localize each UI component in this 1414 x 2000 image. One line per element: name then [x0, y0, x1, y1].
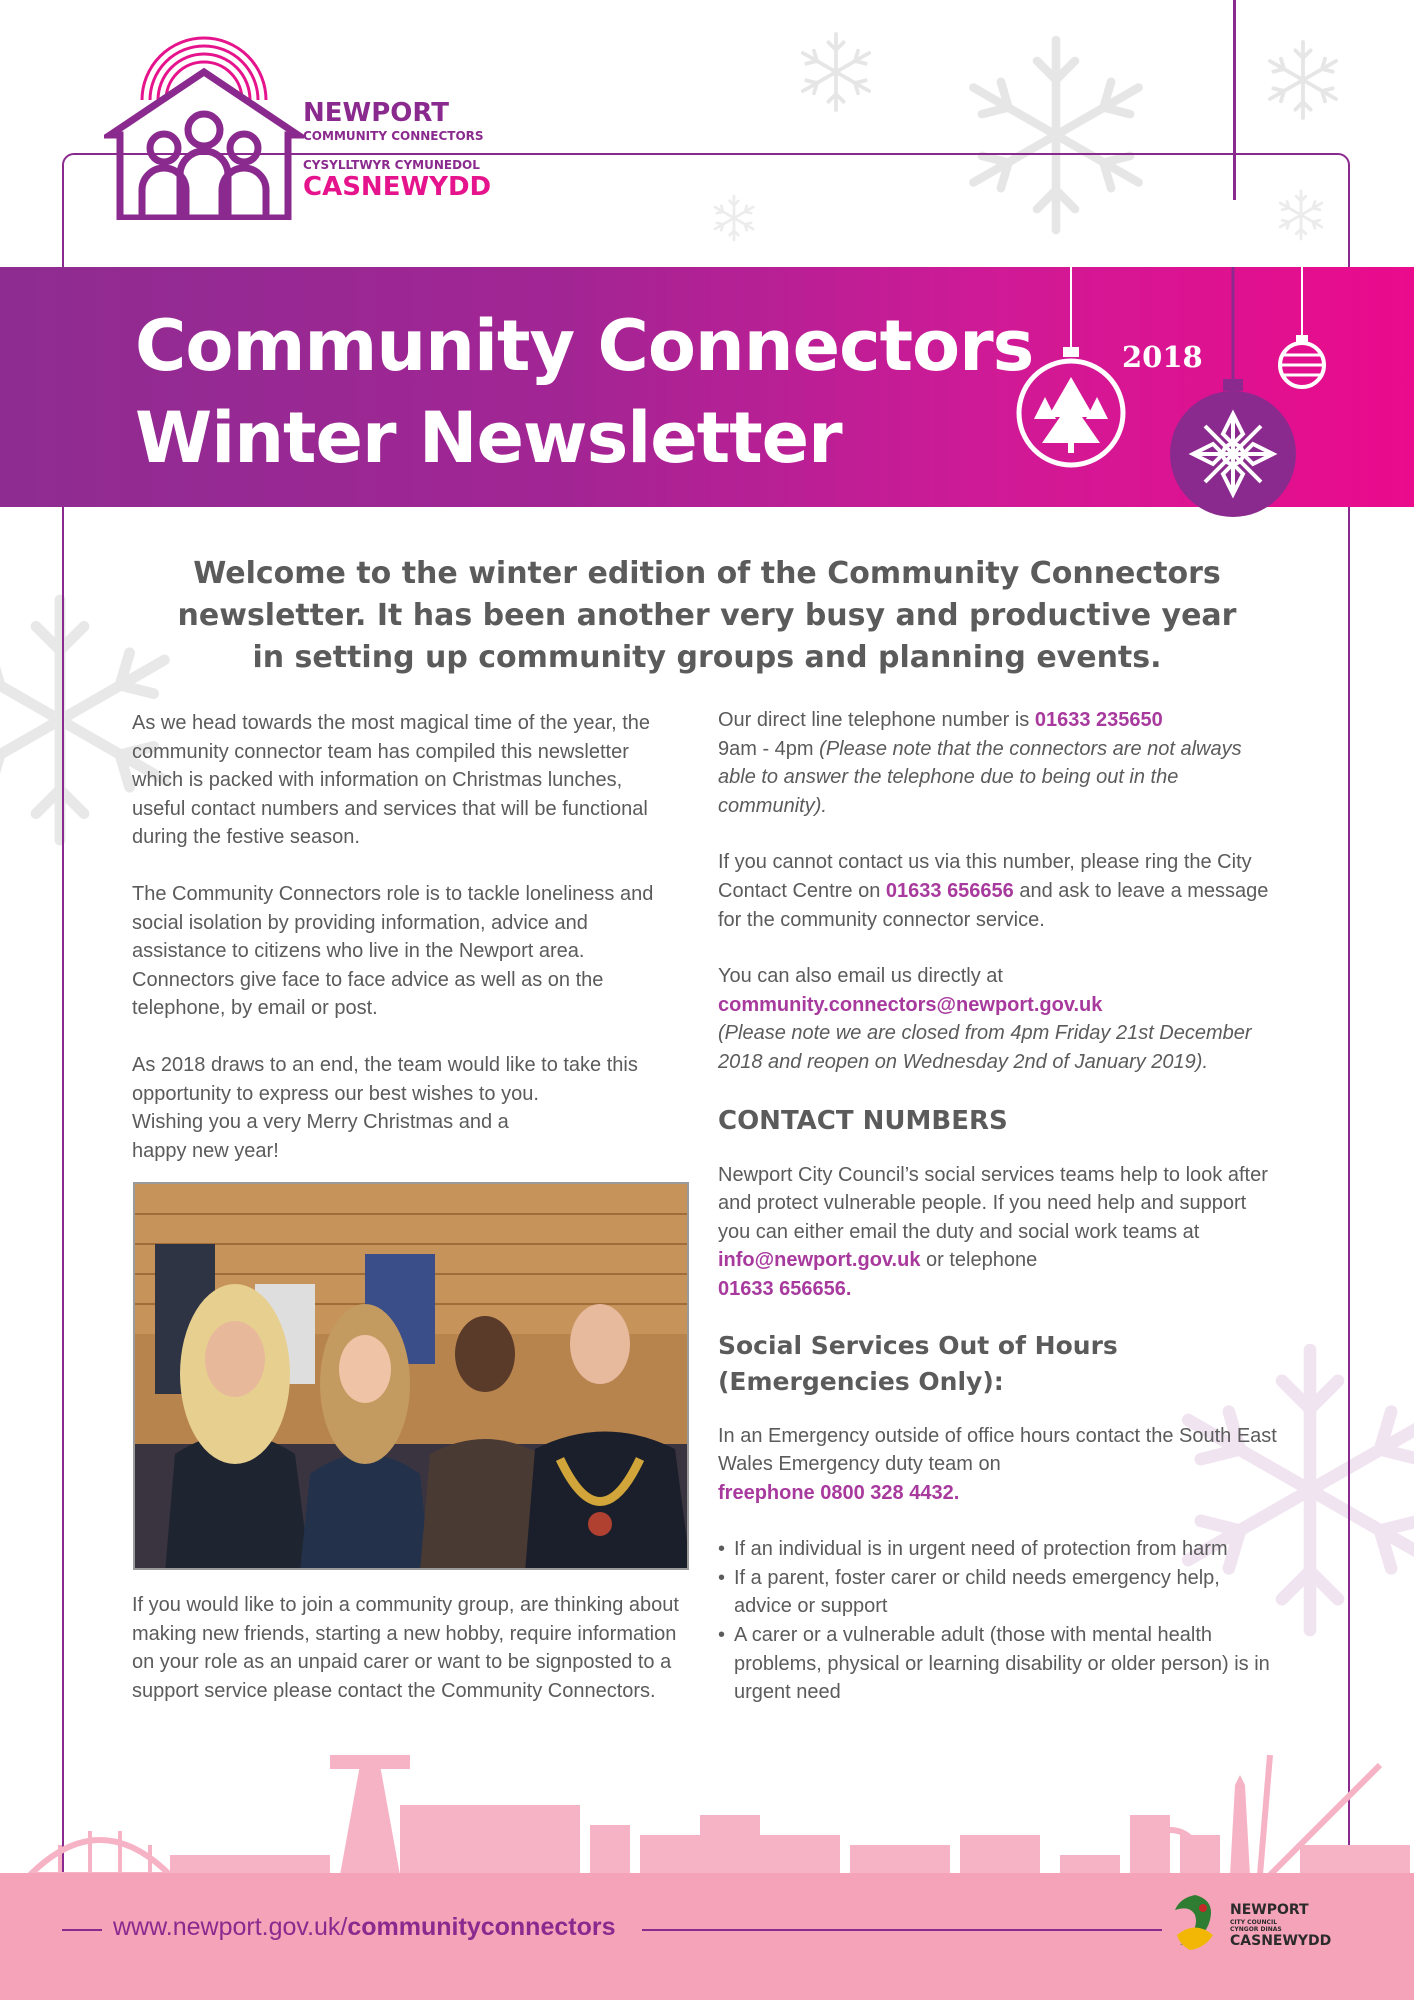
- team-photo: [133, 1182, 689, 1570]
- newsletter-year: 2018: [1122, 340, 1203, 374]
- bauble-tree-icon: [1019, 347, 1123, 465]
- council-subtitle: CITY COUNCIL: [1230, 1919, 1278, 1926]
- left-paragraph-3: [132, 1051, 662, 1165]
- right-column: [718, 706, 1278, 1707]
- ornament-string: [1233, 0, 1236, 200]
- logo-welsh-title: CASNEWYDD: [303, 172, 492, 202]
- phone-note: (Please note that the connectors are not always able to answer the telephone due to being out in the community).: [718, 737, 1242, 817]
- list-item: • If an individual is in urgent need of protection from harm: [718, 1535, 1278, 1564]
- website-link-domain: www.newport.gov.uk/: [113, 1913, 348, 1941]
- email-label: You can also email us directly at: [718, 965, 1003, 988]
- left-paragraph-3a: As 2018 draws to an end, the team would like to take this opportunity to express our best wishes to you.: [132, 1053, 638, 1105]
- newport-council-logo-icon: [1165, 1890, 1225, 1955]
- direct-line-phone[interactable]: 01633 235650: [1034, 709, 1163, 731]
- contact-numbers-heading: CONTACT NUMBERS: [718, 1105, 1008, 1136]
- contact-centre-text: If you cannot contact us via this number, please ring the City Contact Centre on: [718, 851, 1252, 902]
- logo-title: NEWPORT: [303, 98, 449, 128]
- bauble-striped-icon: [1280, 335, 1324, 387]
- left-column: [132, 709, 662, 1193]
- left-paragraph-2: The Community Connectors role is to tackle loneliness and social isolation by providing information, advice and assistance to citizens who live in the Newport area. Connectors give face to face advice as well as on the telephone, by email or post.: [132, 882, 654, 1020]
- snowflake-icon: [803, 34, 869, 110]
- left-bottom-paragraph: [132, 1591, 687, 1733]
- list-item: • If a parent, foster carer or child needs emergency help, advice or support: [718, 1564, 1278, 1621]
- christmas-baubles: [1000, 267, 1414, 547]
- list-item: • A carer or a vulnerable adult (those with mental health problems, physical or learning disability or older person) is in urgent need: [718, 1621, 1278, 1707]
- snowflake-icon: [1270, 42, 1336, 118]
- connectors-email-link[interactable]: community.connectors@newport.gov.uk: [718, 993, 1103, 1016]
- left-paragraph-4: If you would like to join a community group, are thinking about making new friends, starting a new hobby, require information on your role as an unpaid carer or want to be signposted to a support service please contact the Community Connectors.: [132, 1594, 679, 1702]
- council-welsh-subtitle: CYNGOR DINAS: [1230, 1926, 1282, 1933]
- intro-line-2: newsletter. It has been another very busy and productive year: [177, 598, 1237, 633]
- intro-line-3: in setting up community groups and planning events.: [252, 640, 1162, 675]
- office-hours: 9am - 4pm: [718, 737, 814, 760]
- social-services-text-mid: or telephone: [926, 1249, 1038, 1272]
- left-paragraph-3c: happy new year!: [132, 1139, 279, 1162]
- community-connectors-logo-icon: [104, 30, 304, 220]
- out-of-hours-heading-line-2: (Emergencies Only):: [718, 1366, 1004, 1396]
- bauble-star-icon: [1170, 379, 1296, 517]
- council-welsh-name: CASNEWYDD: [1230, 1933, 1332, 1949]
- city-skyline-decoration: [0, 1745, 1414, 1875]
- logo-subtitle: COMMUNITY CONNECTORS: [303, 129, 484, 143]
- freephone-number[interactable]: freephone 0800 328 4432.: [718, 1481, 960, 1504]
- council-name: NEWPORT: [1230, 1902, 1309, 1918]
- left-paragraph-3b: Wishing you a very Merry Christmas and a: [132, 1111, 509, 1134]
- team-photo-image: [135, 1184, 689, 1570]
- social-services-phone[interactable]: 01633 656656.: [718, 1277, 852, 1300]
- info-email-link[interactable]: info@newport.gov.uk: [718, 1249, 921, 1272]
- right-paragraph-1: [718, 706, 1278, 820]
- left-paragraph-1: As we head towards the most magical time of the year, the community connector team has compiled this newsletter which is packed with information on Christmas lunches, useful contact numbers and services that will be functional during the festive season.: [132, 712, 651, 849]
- emergency-text: In an Emergency outside of office hours contact the South East Wales Emergency duty team on: [718, 1424, 1277, 1476]
- right-paragraph-3: [718, 962, 1278, 1076]
- website-link-path: communityconnectors: [347, 1913, 616, 1941]
- intro-line-1: Welcome to the winter edition of the Community Connectors: [193, 556, 1221, 591]
- contact-centre-phone[interactable]: 01633 656656: [885, 879, 1014, 902]
- contact-centre-text-end: and ask to leave a message for the community connector service.: [718, 879, 1269, 931]
- intro-paragraph: [150, 553, 1264, 679]
- closure-note: (Please note we are closed from 4pm Friday 21st December 2018 and reopen on Wednesday 2nd of January 2019).: [718, 1022, 1252, 1073]
- social-services-text: Newport City Council’s social services teams help to look after and protect vulnerable people. If you need help and support you can either email the duty and social work teams at: [718, 1163, 1268, 1243]
- newsletter-title: [135, 300, 1033, 484]
- direct-line-label: Our direct line telephone number is: [718, 709, 1030, 731]
- logo-welsh-subtitle: CYSYLLTWYR CYMUNEDOL: [303, 158, 480, 172]
- out-of-hours-heading: [718, 1328, 1278, 1400]
- out-of-hours-heading-line-1: Social Services Out of Hours: [718, 1330, 1118, 1360]
- website-link[interactable]: [113, 1913, 615, 1942]
- right-paragraph-4: [718, 1161, 1278, 1304]
- title-line-2: Winter Newsletter: [135, 397, 842, 479]
- title-line-1: Community Connectors: [135, 305, 1034, 387]
- right-paragraph-5: [718, 1422, 1278, 1508]
- right-paragraph-2: [718, 848, 1278, 934]
- emergency-criteria-list: [718, 1535, 1278, 1707]
